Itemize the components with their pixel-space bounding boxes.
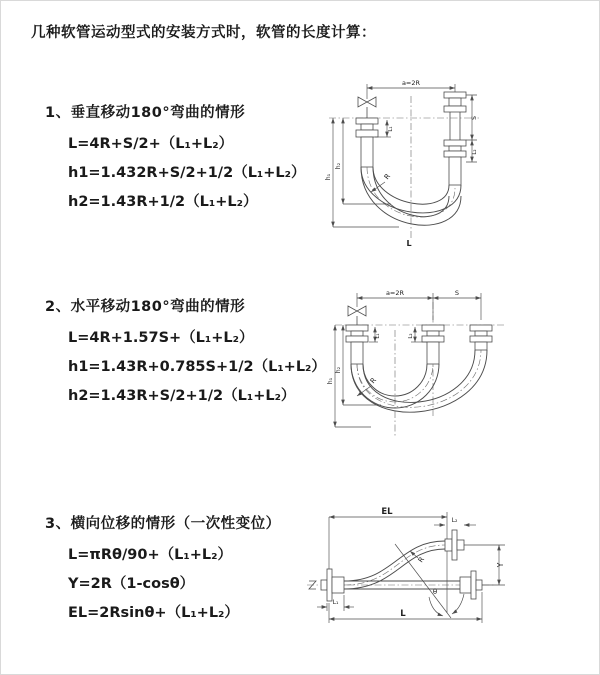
- diagram-vertical-180-bend: [307, 74, 589, 260]
- left-flange: [309, 569, 344, 601]
- section-lateral-displacement: [45, 512, 281, 620]
- lower-right-flange: [460, 571, 482, 599]
- dim-label-y: Y: [496, 562, 505, 568]
- braided-hose-section: [427, 342, 439, 364]
- dim-label-theta: θ: [432, 588, 438, 596]
- diagram-lateral-displacement: [297, 499, 594, 646]
- left-hose-fitting: [356, 118, 378, 167]
- dim-label-l-total: L: [406, 239, 412, 248]
- section-2-formula-L: L=4R+1.57S+（L₁+L₂）: [68, 330, 254, 346]
- dim-label-h1: h₁: [325, 173, 332, 181]
- section-1-formula-h2: h2=1.43R+1/2（L₁+L₂）: [68, 194, 258, 210]
- page-title: 几种软管运动型式的安装方式时，软管的长度计算：: [31, 25, 376, 41]
- section-1-formula-L: L=4R+S/2+（L₁+L₂）: [68, 136, 234, 152]
- dim-label-l2: L₂: [451, 517, 458, 524]
- dimension-l2: [472, 140, 478, 162]
- right-pipe-fittings: [444, 92, 466, 185]
- section-horizontal-bend: [45, 295, 326, 403]
- section-3-heading: 3、横向位移的情形（一次性变位）: [45, 516, 281, 532]
- upper-flange: [445, 530, 464, 560]
- dimension-l1: [317, 595, 354, 611]
- dim-label-l1: L₁: [388, 126, 394, 132]
- dim-label-l1: L₁: [375, 333, 381, 339]
- section-3-formula-L: L=πRθ/90+（L₁+L₂）: [68, 547, 232, 563]
- dim-label-a2r: a=2R: [385, 289, 405, 297]
- section-vertical-bend: [45, 101, 306, 209]
- pipe-fitting-middle: [422, 325, 444, 364]
- valve-icon: [348, 306, 366, 325]
- pipe-fitting-left: [346, 325, 368, 364]
- braided-hose-section: [361, 137, 373, 167]
- dim-label-h2: h₂: [335, 366, 342, 374]
- section-1-formula-h1: h1=1.432R+S/2+1/2（L₁+L₂）: [68, 165, 306, 181]
- section-2-formula-h1: h1=1.43R+0.785S+1/2（L₁+L₂）: [68, 359, 326, 375]
- dim-label-s: S: [471, 116, 478, 120]
- dim-label-el: EL: [381, 507, 393, 517]
- dimension-l2: [434, 517, 476, 525]
- dim-label-r: R: [416, 555, 427, 565]
- dim-label-r: R: [368, 376, 379, 386]
- section-3-formula-Y: Y=2R（1-cosθ）: [68, 576, 195, 592]
- dimension-s: [433, 289, 481, 298]
- dim-label-h1: h₁: [327, 377, 334, 385]
- dim-label-l1: L₁: [332, 599, 339, 606]
- braided-hose-section: [449, 157, 461, 185]
- hose-s-curve-displaced: [344, 541, 445, 589]
- dim-label-l2: L₂: [472, 149, 478, 155]
- valve-icon: [358, 97, 376, 118]
- dimension-l1: [369, 327, 381, 342]
- dim-label-a2r: a=2R: [401, 79, 421, 87]
- dim-label-l: L: [400, 609, 406, 619]
- dim-label-h2: h₂: [335, 162, 342, 170]
- section-2-formula-h2: h2=1.43R+S/2+1/2（L₁+L₂）: [68, 388, 296, 404]
- section-3-formula-EL: EL=2Rsinθ+（L₁+L₂）: [68, 605, 239, 621]
- section-2-heading: 2、水平移动180°弯曲的情形: [45, 299, 246, 315]
- dimension-l-total: [329, 592, 482, 623]
- section-1-heading: 1、垂直移动180°弯曲的情形: [45, 105, 246, 121]
- diagram-horizontal-180-bend: [307, 284, 594, 446]
- dim-label-s: S: [454, 289, 460, 297]
- braided-hose-section: [351, 342, 363, 364]
- dimension-a-2r: [357, 289, 481, 320]
- dim-label-l2: L₂: [408, 333, 414, 339]
- centerlines: [335, 302, 505, 436]
- dim-label-r: R: [382, 172, 393, 182]
- pipe-fitting-right: [470, 325, 492, 350]
